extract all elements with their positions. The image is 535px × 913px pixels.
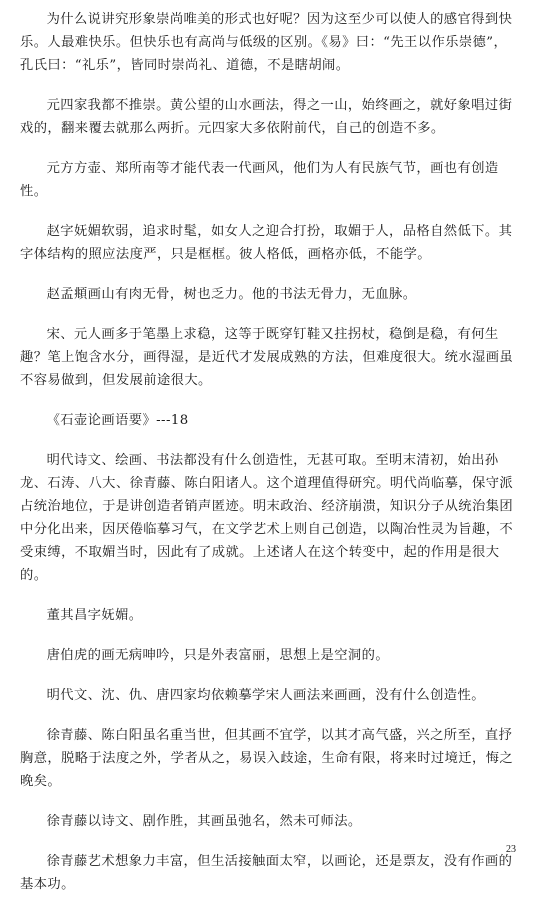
paragraph: 唐伯虎的画无病呻吟，只是外表富丽，思想上是空洞的。 [46, 648, 390, 663]
paragraph: 赵字妩媚软弱，追求时髦，如女人之迎合打扮，取媚于人，品格自然低下。其字体结构的照应法度严，只是框框。彼人格低，画格亦低，不能学。 [20, 224, 513, 262]
section-heading: 《石壶论画语要》---18 [46, 413, 189, 428]
paragraph: 徐青藤、陈白阳虽名重当世，但其画不宜学，以其才高气盛，兴之所至，直抒胸意，脱略于法度之外，学者从之，易误入歧途，生命有限，将来时过境迁，悔之晚矣。 [20, 728, 514, 789]
page-body [20, 8, 520, 913]
paragraph: 徐青藤艺术想象力丰富，但生活接触面太窄，以画论，还是票友，没有作画的基本功。 [20, 854, 513, 892]
paragraph: 为什么说讲究形象崇尚唯美的形式也好呢？因为这至少可以使人的感官得到快乐。人最难快乐。但快乐也有高尚与低级的区别。《易》曰：“先王以作乐崇德”，孔氏曰：“礼乐”，皆同时崇尚礼、道德，不是瞎胡闹。 [20, 12, 513, 73]
paragraph: 徐青藤以诗文、剧作胜，其画虽弛名，然未可师法。 [46, 814, 362, 829]
paragraph: 元方方壶、郑所南等才能代表一代画风，他们为人有民族气节，画也有创造性。 [20, 161, 499, 199]
paragraph: 明代诗文、绘画、书法都没有什么创造性，无甚可取。至明末清初，始出孙龙、石涛、八大、徐青藤、陈白阳诸人。这个道理值得研究。明代尚临摹，保守派占统治地位，于是讲创造者销声匿迹。明末政治、经济崩溃，知识分子从统治集团中分化出来，因厌倦临摹习气，在文学艺术上则自己创造，以陶冶性灵为旨趣，不受束缚，不取媚当时，因此有了成就。上述诸人在这个转变中，起的作用是很大的。 [20, 453, 514, 583]
paragraph: 明代文、沈、仇、唐四家均依赖摹学宋人画法来画画，没有什么创造性。 [46, 688, 485, 703]
paragraph: 董其昌字妩媚。 [46, 608, 143, 623]
page-number: 23 [506, 844, 516, 855]
paragraph: 宋、元人画多于笔墨上求稳，这等于既穿钉鞋又拄拐杖，稳倒是稳，有何生趣？笔上饱含水分，画得湿，是近代才发展成熟的方法，但难度很大。统水湿画虽不容易做到，但发展前途很大。 [20, 327, 514, 388]
paragraph: 赵孟頫画山有肉无骨，树也乏力。他的书法无骨力，无血脉。 [46, 287, 417, 302]
paragraph: 元四家我都不推崇。黄公望的山水画法，得之一山，始终画之，就好象唱过街戏的，翻来覆去就那么两折。元四家大多依附前代，自己的创造不多。 [20, 98, 513, 136]
